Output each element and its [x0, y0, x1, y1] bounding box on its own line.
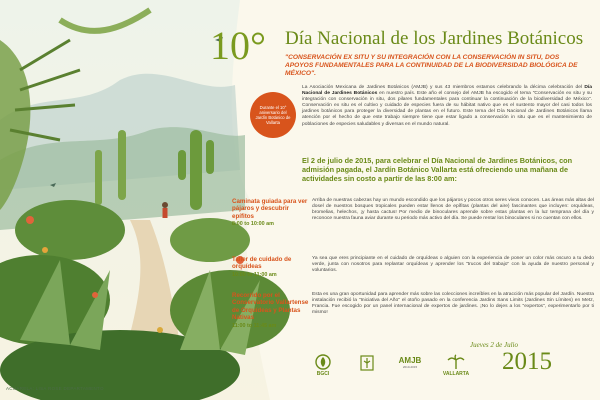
- edition-number: 10°: [210, 23, 266, 68]
- event-lead: El 2 de julio de 2015, para celebrar el Día Nacional de Jardines Botánicos, con admisión pagada, el Jardín Botánico Vallarta está ofreciendo una mañana de actividades sin costo a partir de las 8:00 am:: [302, 156, 573, 184]
- logo-name: VALLARTA: [442, 371, 470, 377]
- palm-icon: [447, 354, 465, 370]
- page-title: Día Nacional de los Jardines Botánicos: [285, 28, 584, 49]
- activity-title-conservatory-tour: [232, 292, 312, 330]
- intro-highlight: Día Nacional de Jardines Botánicos: [302, 85, 592, 97]
- activity-name: Taller de cuidado de orquídeas: [232, 256, 292, 271]
- activity-name: Caminata guiada para ver pájaros y descubrir epífitos: [232, 198, 308, 220]
- vallarta-logo: [440, 354, 472, 377]
- activity-description: Arriba de nuestras cabezas hay un mundo escondido que los pájaros y pocos otros seres vivos conocen. Las áreas más altas del dosel de nuestros bosques tropicales pueden estar llenos de epífitas (plantas del aire) fascinantes que incluyen: orquídeas, bromelias, helechos, ¡y hasta cactus! Por medio de binoculares aprende sobre estas plantas en la luz temprana del día y reconoce nuestra fauna aviar durante su periodo más activo del día. Se puede rentar los binoculares si no cuentan con ellos.: [312, 198, 594, 222]
- bgci-icon: [315, 354, 331, 370]
- event-year: 2015: [502, 348, 552, 375]
- intro-text-2: en nuestro país. Este año el consejo del AMJB ha escogido el tema "Conservación ex situ y su integración con conservación in situ, dos pilares fundamentales para continuar la continuación de la biodiversidad de México". Conservación ex situ es el cultivo y cuidado de especies fuera de su hábitat nativo que es el sustento mayor del casi todos los jardines botánicos para proteger la diversidad de plantas en el futuro. Este tema del Día Nacional de Jardines Botánicos llama atención por el hecho de que este trabajo siempre tiene que estar ligado a conservación in situ que es el mantenimiento de poblaciones de especies saludables y diversas en el mundo natural.: [302, 91, 592, 127]
- illustration-credit: ACUARELA: LISA ROSE DEPARTAMENTO: [6, 386, 104, 391]
- activity-title-birdwalk: [232, 198, 312, 229]
- bgci-logo: [310, 354, 336, 377]
- activity-time: 11:00 to 11:45 am: [232, 322, 277, 329]
- intro-paragraph: [302, 85, 592, 128]
- partner-logo: [356, 354, 378, 372]
- intro-text-1: La Asociación Mexicana de Jardines Botánicos (AMJB) y sus 43 miembros estamos celebrando la décima celebración del: [302, 85, 585, 90]
- event-date: Jueves 2 de Julio: [470, 341, 519, 349]
- logo-years: 2010-2015: [402, 365, 418, 369]
- leaf-emblem-icon: [359, 354, 375, 372]
- anniversary-badge: Durante el 10° aniversario del Jardín Botánico de Vallarta: [250, 92, 296, 138]
- amjb-logo: [392, 354, 428, 369]
- activity-time: 8:00 to 10:00 am: [232, 221, 274, 228]
- activity-time: 10:00 to 11:00 am: [232, 271, 277, 278]
- theme-subtitle: "CONSERVACIÓN EX SITU Y SU INTEGRACIÓN CON LA CONSERVACIÓN IN SITU, DOS APOYOS FUNDAMENTALES PARA LA CONTINUIDAD DE LA BIODIVERSIDAD BIOLÓGICA DE MÉXICO".: [285, 54, 578, 77]
- activity-title-orchid-workshop: [232, 256, 312, 279]
- logo-name: AMJB: [398, 356, 422, 365]
- activity-name: Recorrido por el Conservatorio Vallartense de Orquídeas y Plantas Nativas: [232, 292, 309, 322]
- activity-description: Esta es una gran oportunidad para aprender más sobre las colecciones increíbles en la atracción más popular del Jardín. Nuestra instalación recibió la "Iniciativa del Año" el otoño pasado en la conferencia Jardins Sans Limits (Jardines Sin Límites) en Metz, Francia. Fue escogido por un panel internacional de expertos de jardines. ¡No lo dejes a los "expertos", experimentarlo por ti mismo!: [312, 292, 594, 316]
- logo-name: BGCI: [316, 371, 330, 377]
- activity-description: Ya sea que eres principiante en el cuidado de orquídeas o alguien con la experiencia de poner un color más oscuro a tu dedo verde, junta con nosotros para replantar orquídeas y aprender los "trucos del trabajo" con la ayuda de nuestro personal y voluntarios.: [312, 256, 594, 274]
